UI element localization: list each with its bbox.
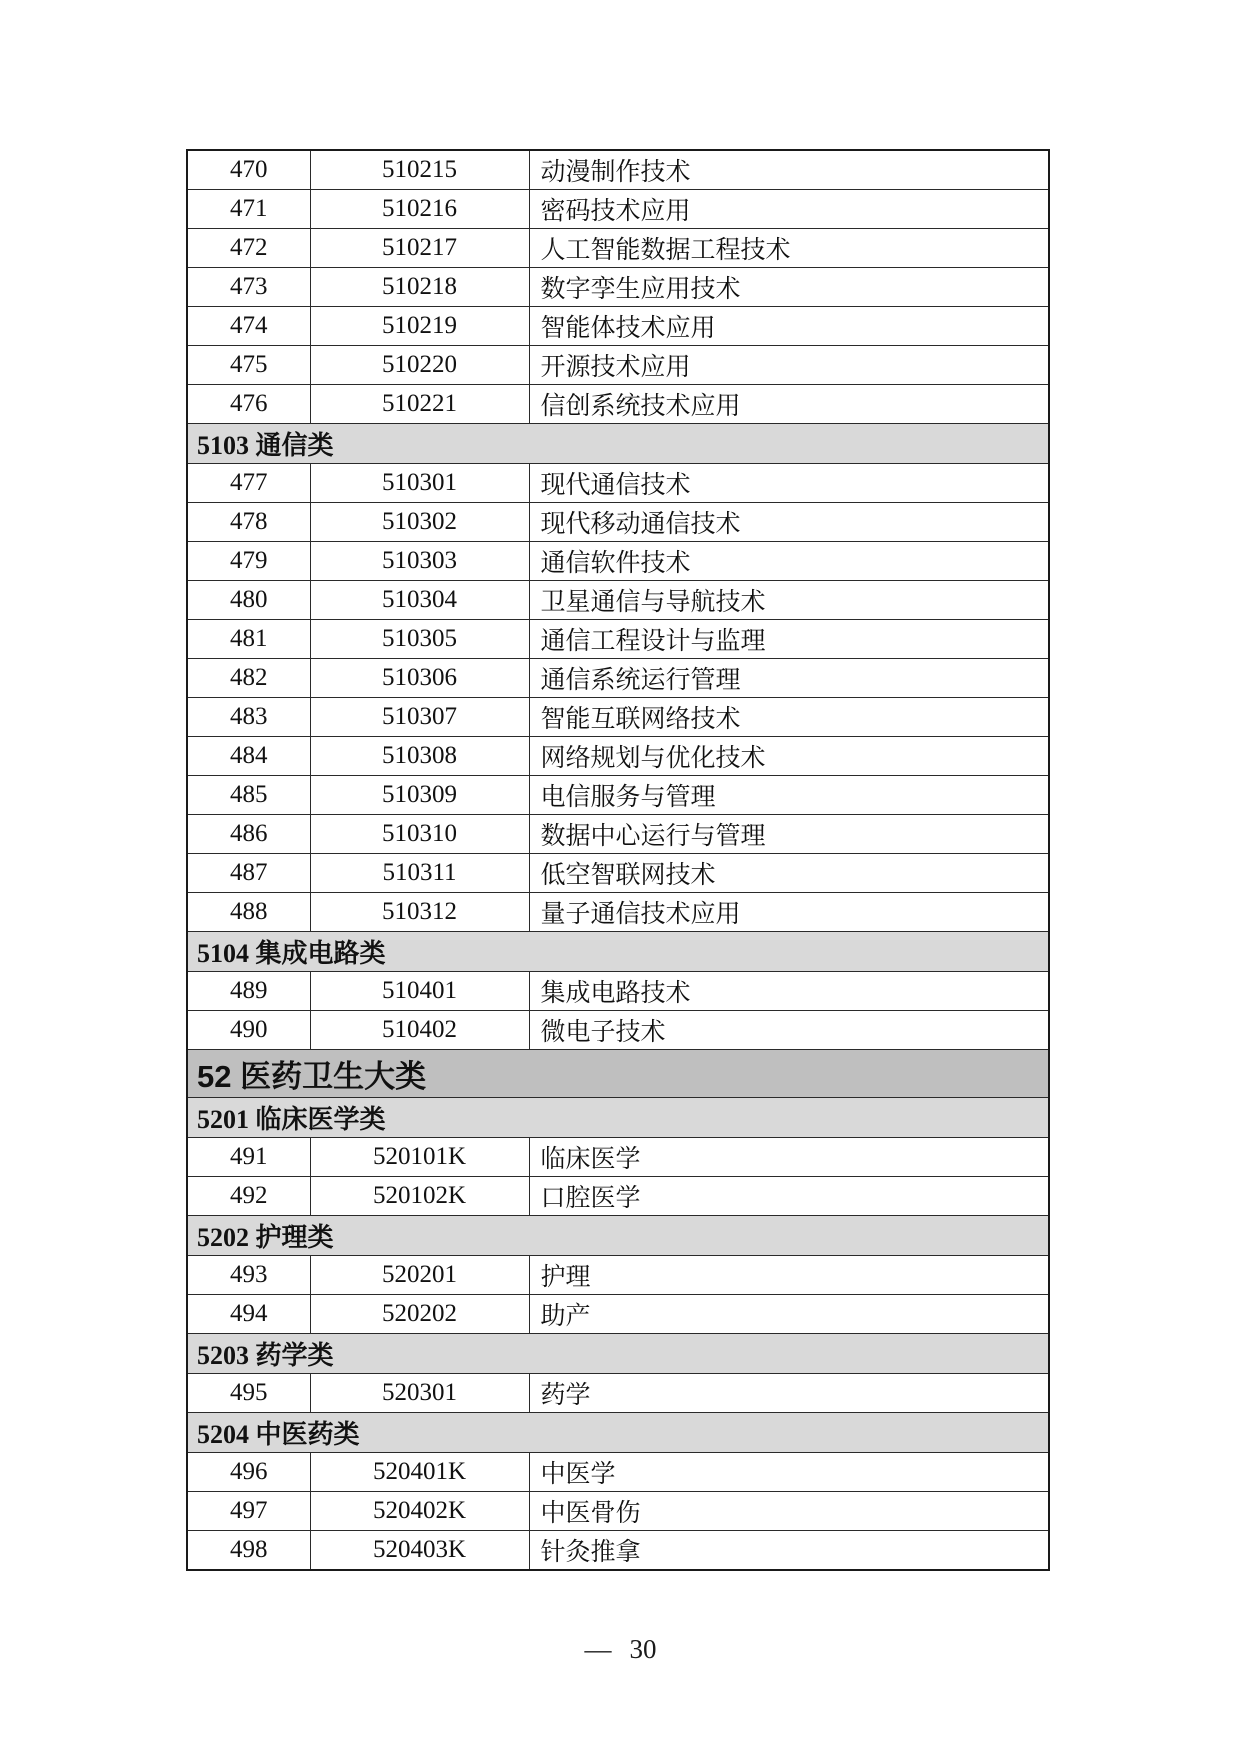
row-major-code: 510215 bbox=[310, 150, 529, 190]
row-major-name: 现代移动通信技术 bbox=[529, 503, 1049, 542]
table-row bbox=[187, 1256, 1049, 1295]
row-major-name: 低空智联网技术 bbox=[529, 854, 1049, 893]
row-major-name: 现代通信技术 bbox=[529, 464, 1049, 503]
row-major-name: 密码技术应用 bbox=[529, 190, 1049, 229]
major-code-table bbox=[186, 149, 1050, 1571]
table-row bbox=[187, 1374, 1049, 1413]
row-major-name: 网络规划与优化技术 bbox=[529, 737, 1049, 776]
row-major-name: 智能互联网络技术 bbox=[529, 698, 1049, 737]
row-seq-number: 476 bbox=[187, 385, 310, 424]
row-seq-number: 498 bbox=[187, 1531, 310, 1571]
row-major-name: 护理 bbox=[529, 1256, 1049, 1295]
table-row bbox=[187, 776, 1049, 815]
row-seq-number: 485 bbox=[187, 776, 310, 815]
row-major-code: 520301 bbox=[310, 1374, 529, 1413]
table-row bbox=[187, 893, 1049, 932]
table-row bbox=[187, 854, 1049, 893]
table-row bbox=[187, 1011, 1049, 1050]
row-major-code: 510308 bbox=[310, 737, 529, 776]
subcategory-header: 5204 中医药类 bbox=[187, 1413, 1049, 1453]
row-major-code: 510311 bbox=[310, 854, 529, 893]
row-major-code: 510303 bbox=[310, 542, 529, 581]
row-major-name: 开源技术应用 bbox=[529, 346, 1049, 385]
row-major-name: 数字孪生应用技术 bbox=[529, 268, 1049, 307]
row-major-code: 510402 bbox=[310, 1011, 529, 1050]
row-seq-number: 471 bbox=[187, 190, 310, 229]
table-row bbox=[187, 268, 1049, 307]
table-row bbox=[187, 1295, 1049, 1334]
row-major-name: 集成电路技术 bbox=[529, 972, 1049, 1011]
row-seq-number: 473 bbox=[187, 268, 310, 307]
row-seq-number: 482 bbox=[187, 659, 310, 698]
row-major-code: 510218 bbox=[310, 268, 529, 307]
row-major-name: 通信系统运行管理 bbox=[529, 659, 1049, 698]
table-row bbox=[187, 972, 1049, 1011]
subcategory-header: 5103 通信类 bbox=[187, 424, 1049, 464]
row-major-name: 中医骨伤 bbox=[529, 1492, 1049, 1531]
table-row bbox=[187, 150, 1049, 190]
row-seq-number: 480 bbox=[187, 581, 310, 620]
table-row bbox=[187, 815, 1049, 854]
table-row bbox=[187, 307, 1049, 346]
row-seq-number: 494 bbox=[187, 1295, 310, 1334]
table-row bbox=[187, 1492, 1049, 1531]
table-row bbox=[187, 503, 1049, 542]
row-seq-number: 497 bbox=[187, 1492, 310, 1531]
row-seq-number: 495 bbox=[187, 1374, 310, 1413]
row-major-code: 520201 bbox=[310, 1256, 529, 1295]
row-major-name: 量子通信技术应用 bbox=[529, 893, 1049, 932]
row-major-name: 助产 bbox=[529, 1295, 1049, 1334]
row-seq-number: 488 bbox=[187, 893, 310, 932]
row-major-name: 数据中心运行与管理 bbox=[529, 815, 1049, 854]
row-major-code: 510302 bbox=[310, 503, 529, 542]
row-seq-number: 478 bbox=[187, 503, 310, 542]
row-major-name: 卫星通信与导航技术 bbox=[529, 581, 1049, 620]
row-seq-number: 489 bbox=[187, 972, 310, 1011]
row-major-name: 微电子技术 bbox=[529, 1011, 1049, 1050]
section-header-row bbox=[187, 1216, 1049, 1256]
row-seq-number: 484 bbox=[187, 737, 310, 776]
section-header-row bbox=[187, 932, 1049, 972]
section-header-row bbox=[187, 1334, 1049, 1374]
section-header-row bbox=[187, 1413, 1049, 1453]
table-row bbox=[187, 620, 1049, 659]
row-major-code: 510220 bbox=[310, 346, 529, 385]
row-major-code: 510221 bbox=[310, 385, 529, 424]
major-category-header: 52 医药卫生大类 bbox=[187, 1050, 1049, 1098]
row-major-code: 510401 bbox=[310, 972, 529, 1011]
row-major-name: 临床医学 bbox=[529, 1138, 1049, 1177]
row-seq-number: 490 bbox=[187, 1011, 310, 1050]
table-row bbox=[187, 581, 1049, 620]
row-major-code: 510307 bbox=[310, 698, 529, 737]
row-seq-number: 492 bbox=[187, 1177, 310, 1216]
table-row bbox=[187, 1138, 1049, 1177]
footer-dash: — bbox=[584, 1634, 612, 1664]
section-header-row bbox=[187, 424, 1049, 464]
row-seq-number: 481 bbox=[187, 620, 310, 659]
row-major-name: 人工智能数据工程技术 bbox=[529, 229, 1049, 268]
row-major-code: 520402K bbox=[310, 1492, 529, 1531]
row-major-code: 510216 bbox=[310, 190, 529, 229]
row-major-name: 智能体技术应用 bbox=[529, 307, 1049, 346]
row-seq-number: 477 bbox=[187, 464, 310, 503]
row-major-name: 药学 bbox=[529, 1374, 1049, 1413]
table-row bbox=[187, 385, 1049, 424]
row-major-code: 520403K bbox=[310, 1531, 529, 1571]
row-major-code: 520102K bbox=[310, 1177, 529, 1216]
table-row bbox=[187, 464, 1049, 503]
row-major-name: 动漫制作技术 bbox=[529, 150, 1049, 190]
table-row bbox=[187, 542, 1049, 581]
table-row bbox=[187, 1453, 1049, 1492]
subcategory-header: 5201 临床医学类 bbox=[187, 1098, 1049, 1138]
row-seq-number: 486 bbox=[187, 815, 310, 854]
row-major-code: 510217 bbox=[310, 229, 529, 268]
row-major-code: 510301 bbox=[310, 464, 529, 503]
subcategory-header: 5202 护理类 bbox=[187, 1216, 1049, 1256]
table-row bbox=[187, 229, 1049, 268]
page-footer bbox=[0, 1634, 1241, 1665]
row-major-code: 520401K bbox=[310, 1453, 529, 1492]
row-major-name: 信创系统技术应用 bbox=[529, 385, 1049, 424]
row-seq-number: 470 bbox=[187, 150, 310, 190]
row-major-code: 510304 bbox=[310, 581, 529, 620]
row-major-code: 510309 bbox=[310, 776, 529, 815]
row-seq-number: 493 bbox=[187, 1256, 310, 1295]
table-row bbox=[187, 1177, 1049, 1216]
table-row bbox=[187, 346, 1049, 385]
major-header-row bbox=[187, 1050, 1049, 1098]
row-major-code: 510219 bbox=[310, 307, 529, 346]
row-seq-number: 483 bbox=[187, 698, 310, 737]
row-seq-number: 472 bbox=[187, 229, 310, 268]
section-header-row bbox=[187, 1098, 1049, 1138]
table-row bbox=[187, 1531, 1049, 1571]
row-major-code: 520202 bbox=[310, 1295, 529, 1334]
row-major-name: 通信工程设计与监理 bbox=[529, 620, 1049, 659]
row-seq-number: 491 bbox=[187, 1138, 310, 1177]
row-major-name: 中医学 bbox=[529, 1453, 1049, 1492]
row-seq-number: 496 bbox=[187, 1453, 310, 1492]
row-seq-number: 474 bbox=[187, 307, 310, 346]
row-seq-number: 475 bbox=[187, 346, 310, 385]
row-seq-number: 487 bbox=[187, 854, 310, 893]
subcategory-header: 5104 集成电路类 bbox=[187, 932, 1049, 972]
row-major-code: 510305 bbox=[310, 620, 529, 659]
row-major-name: 针灸推拿 bbox=[529, 1531, 1049, 1571]
table-row bbox=[187, 698, 1049, 737]
table-row bbox=[187, 190, 1049, 229]
footer-page-number: 30 bbox=[629, 1634, 657, 1664]
table-row bbox=[187, 737, 1049, 776]
row-major-name: 通信软件技术 bbox=[529, 542, 1049, 581]
row-major-code: 520101K bbox=[310, 1138, 529, 1177]
row-major-code: 510306 bbox=[310, 659, 529, 698]
table-row bbox=[187, 659, 1049, 698]
row-major-name: 电信服务与管理 bbox=[529, 776, 1049, 815]
row-major-code: 510310 bbox=[310, 815, 529, 854]
row-major-code: 510312 bbox=[310, 893, 529, 932]
major-code-table-body bbox=[187, 150, 1049, 1570]
row-seq-number: 479 bbox=[187, 542, 310, 581]
row-major-name: 口腔医学 bbox=[529, 1177, 1049, 1216]
subcategory-header: 5203 药学类 bbox=[187, 1334, 1049, 1374]
